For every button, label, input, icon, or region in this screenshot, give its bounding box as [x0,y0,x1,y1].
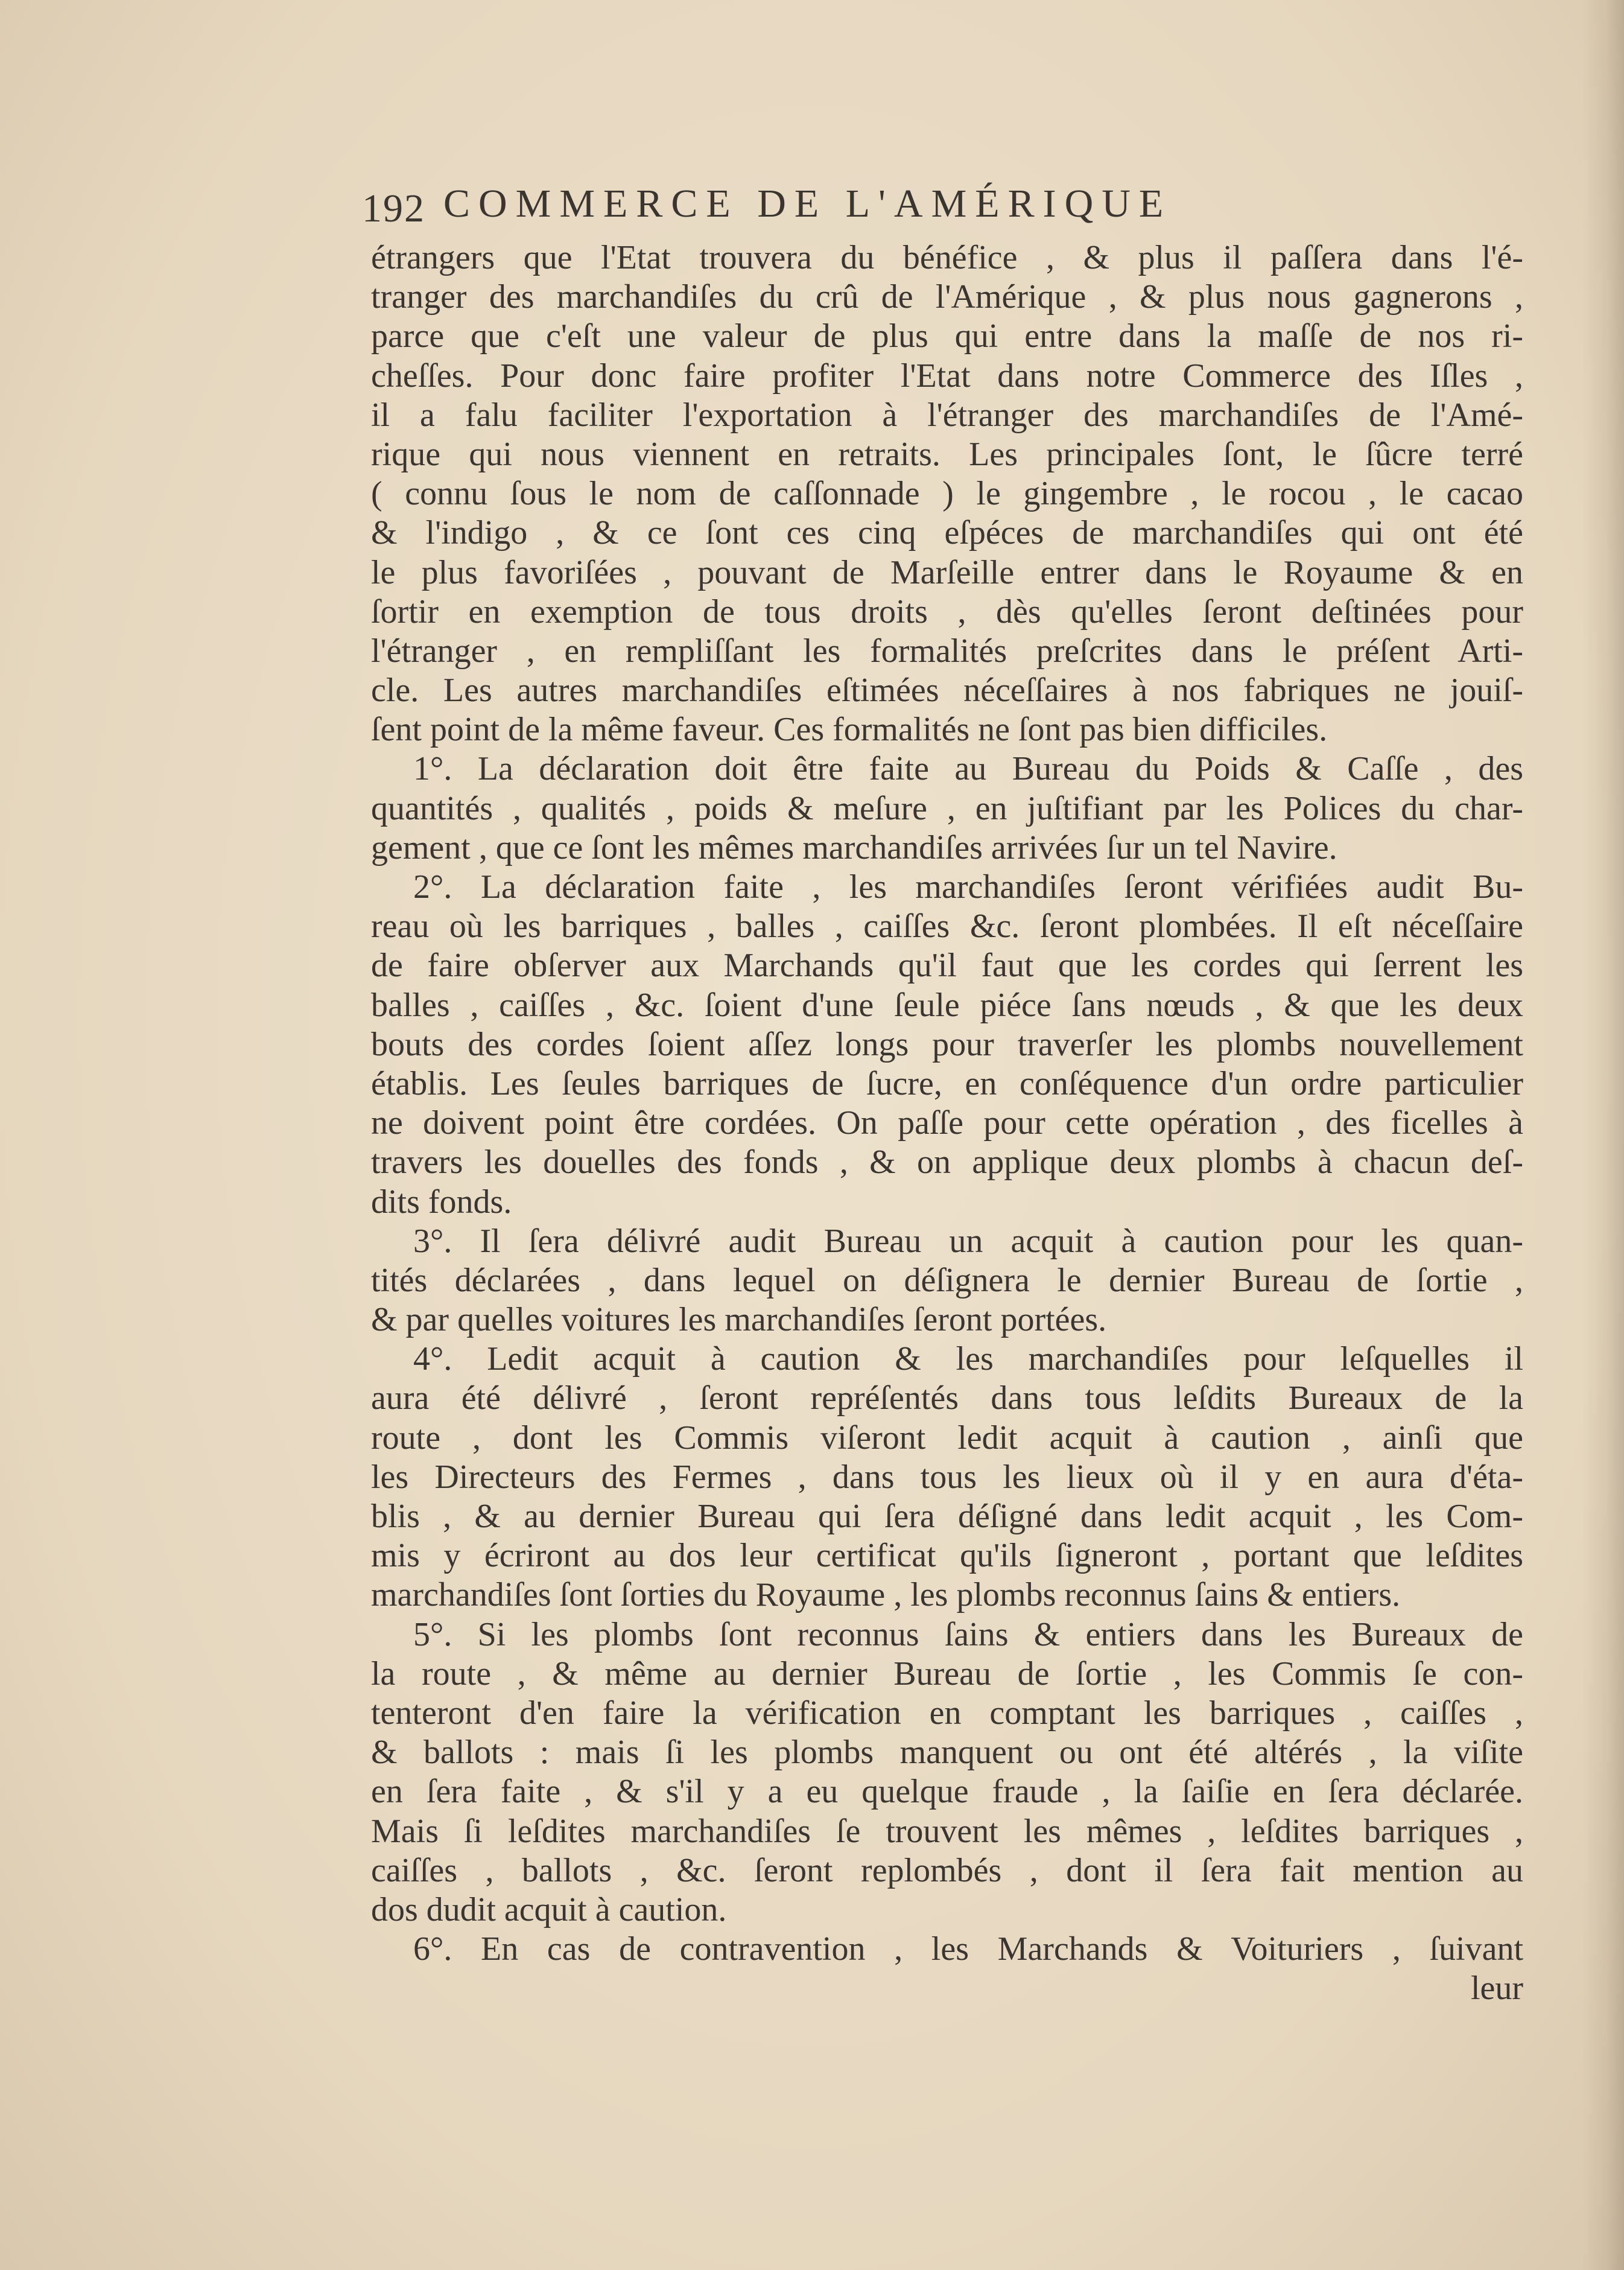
text-line: dits fonds. [371,1183,512,1221]
text-line: 6°. En cas de contravention , les Marchands & Voituriers , ſuivant [413,1930,1523,1968]
text-line: caiſſes , ballots , &c. ſeront replombés , dont il ſera fait mention au [371,1851,1523,1889]
catchword: leur [1470,1970,1523,2008]
text-line: tités déclarées , dans lequel on déſignera le dernier Bureau de ſortie , [371,1261,1523,1299]
text-line: en ſera faite , & s'il y a eu quelque fraude , la ſaiſie en ſera déclarée. [371,1773,1523,1811]
text-line: cle. Les autres marchandiſes eſtimées néceſſaires à nos fabriques ne jouiſ- [371,672,1523,710]
text-line: tenteront d'en faire la vérification en comptant les barriques , caiſſes , [371,1694,1523,1732]
text-line: parce que c'eſt une valeur de plus qui entre dans la maſſe de nos ri- [371,317,1523,355]
text-line: dos dudit acquit à caution. [371,1890,727,1928]
text-line: 3°. Il ſera délivré audit Bureau un acquit à caution pour les quan- [413,1222,1523,1260]
text-line: route , dont les Commis viſeront ledit acquit à caution , ainſi que [371,1419,1523,1457]
text-line: balles , caiſſes , &c. ſoient d'une ſeule piéce ſans nœuds , & que les deux [371,986,1523,1024]
text-line: il a falu faciliter l'exportation à l'étranger des marchandiſes de l'Amé- [371,396,1523,434]
text-line: établis. Les ſeules barriques de ſucre, en conſéquence d'un ordre particulier [371,1064,1523,1102]
page-gutter-shadow [1582,0,1624,2270]
text-line: le plus favoriſées , pouvant de Marſeille entrer dans le Royaume & en [371,553,1523,591]
text-line: tranger des marchandiſes du crû de l'Amérique , & plus nous gagnerons , [371,278,1523,316]
text-line: cheſſes. Pour donc faire profiter l'Etat dans notre Commerce des Iſles , [371,357,1523,395]
text-line: l'étranger , en rempliſſant les formalités preſcrites dans le préſent Arti- [371,632,1523,670]
text-line: ſortir en exemption de tous droits , dès qu'elles ſeront deſtinées pour [371,593,1523,631]
text-line: & par quelles voitures les marchandiſes ſeront portées. [371,1301,1107,1339]
text-line: Mais ſi leſdites marchandiſes ſe trouvent les mêmes , leſdites barriques , [371,1812,1523,1850]
running-title: COMMERCE DE L'AMÉRIQUE [443,182,1172,226]
text-line: de faire obſerver aux Marchands qu'il faut que les cordes qui ſerrent les [371,947,1523,985]
text-line: rique qui nous viennent en retraits. Les principales ſont, le ſûcre terré [371,435,1523,473]
text-line: marchandiſes ſont ſorties du Royaume , les plombs reconnus ſains & entiers. [371,1576,1401,1614]
text-line: mis y écriront au dos leur certificat qu'ils ſigneront , portant que leſdites [371,1537,1523,1575]
text-line: ne doivent point être cordées. On paſſe pour cette opération , des ficelles à [371,1104,1523,1142]
text-line: quantités , qualités , poids & meſure , en juſtifiant par les Polices du char- [371,789,1523,827]
text-line: gement , que ce ſont les mêmes marchandiſes arrivées ſur un tel Navire. [371,828,1337,866]
text-line: travers les douelles des fonds , & on applique deux plombs à chacun deſ- [371,1143,1523,1181]
page-number: 192 [362,186,425,230]
text-line: 4°. Ledit acquit à caution & les marchandiſes pour leſquelles il [413,1340,1523,1378]
text-line: reau où les barriques , balles , caiſſes &c. ſeront plombées. Il eſt néceſſaire [371,908,1523,946]
text-line: les Directeurs des Fermes , dans tous les lieux où il y en aura d'éta- [371,1458,1523,1496]
text-line: étrangers que l'Etat trouvera du bénéfice , & plus il paſſera dans l'é- [371,239,1523,276]
text-line: bouts des cordes ſoient aſſez longs pour traverſer les plombs nouvellement [371,1025,1523,1063]
text-line: blis , & au dernier Bureau qui ſera déſigné dans ledit acquit , les Com- [371,1498,1523,1535]
text-line: ſent point de la même faveur. Ces formalités ne ſont pas bien difficiles. [371,711,1328,749]
running-head [362,181,1363,241]
text-line: ( connu ſous le nom de caſſonnade ) le gingembre , le rocou , le cacao [371,475,1523,513]
text-line: & l'indigo , & ce ſont ces cinq eſpéces de marchandiſes qui ont été [371,514,1523,552]
text-line: la route , & même au dernier Bureau de ſortie , les Commis ſe con- [371,1655,1523,1693]
text-line: 5°. Si les plombs ſont reconnus ſains & entiers dans les Bureaux de [413,1615,1523,1653]
text-line: 1°. La déclaration doit être faite au Bureau du Poids & Caſſe , des [413,750,1523,788]
text-line: aura été délivré , ſeront repréſentés dans tous leſdits Bureaux de la [371,1379,1523,1417]
text-line: & ballots : mais ſi les plombs manquent ou ont été altérés , la viſite [371,1734,1523,1772]
body-text [371,238,1523,2008]
text-line: 2°. La déclaration faite , les marchandiſes ſeront vérifiées audit Bu- [413,868,1523,906]
